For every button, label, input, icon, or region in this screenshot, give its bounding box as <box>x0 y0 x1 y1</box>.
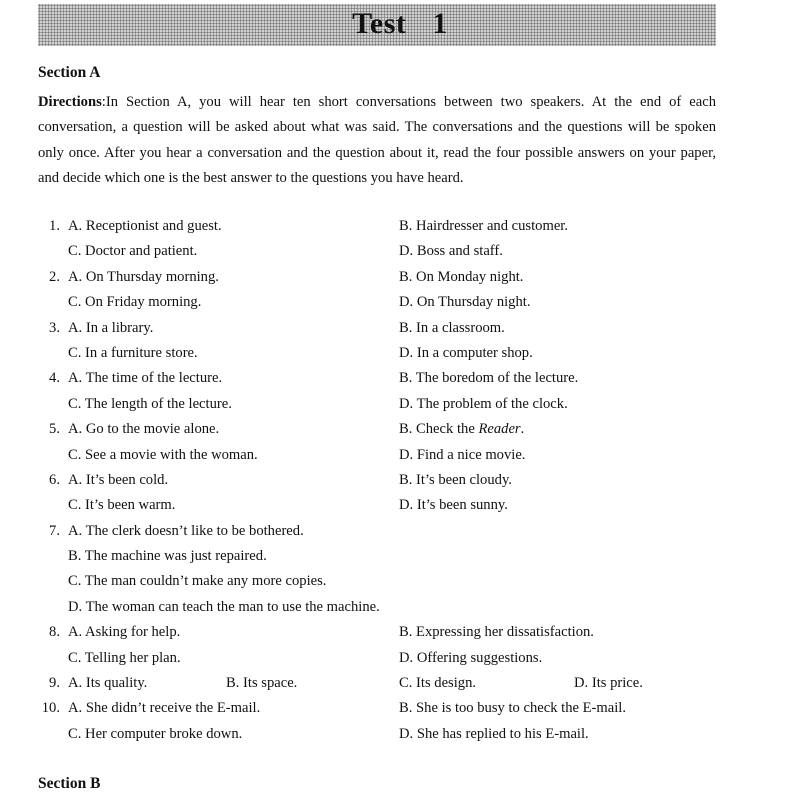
option-d: D. She has replied to his E-mail. <box>399 725 589 742</box>
option-c: C. In a furniture store. <box>68 344 198 361</box>
option-a: A. She didn’t receive the E-mail. <box>68 700 261 717</box>
option-b-suffix: . <box>520 421 525 438</box>
question-5-row-2 <box>0 443 800 468</box>
option-b: B. The boredom of the lecture. <box>399 370 579 387</box>
directions-text: :In Section A, you will hear ten short conversations between two speakers. At the end of each conversation, a question will be asked about what was said. The conversations and the questions will be spoken only once. After you hear a conversation and the question about it, read the four possible answers on your paper, and decide which one is the best answer to the questions you have heard. <box>38 94 716 187</box>
question-7-row-3 <box>0 569 800 594</box>
option-d: D. Its price. <box>574 675 643 692</box>
question-9-row-1 <box>0 671 800 696</box>
question-number: 1. <box>49 218 60 234</box>
question-number: 5. <box>49 421 60 438</box>
option-c: C. See a movie with the woman. <box>68 446 258 463</box>
question-6-row-2 <box>0 493 800 518</box>
option-a: A. Its quality. <box>68 675 148 692</box>
option-a: A. Asking for help. <box>68 624 181 641</box>
question-4-row-1 <box>0 366 800 391</box>
directions-label: Directions <box>38 94 102 110</box>
option-d: D. Offering suggestions. <box>399 649 543 666</box>
question-number: 6. <box>49 471 60 488</box>
option-b-italic: Reader <box>478 421 521 438</box>
option-b-prefix: B. Check the <box>399 421 479 438</box>
option-b: B. In a classroom. <box>399 319 505 336</box>
question-1-row-1 <box>0 214 800 239</box>
directions-paragraph <box>38 90 716 192</box>
option-a: A. The clerk doesn’t like to be bothered. <box>68 522 304 539</box>
option-b: B. Its space. <box>226 675 298 692</box>
section-a-heading: Section A <box>38 64 101 81</box>
option-d: D. On Thursday night. <box>399 294 531 311</box>
option-a: A. In a library. <box>68 319 154 336</box>
option-b: B. Hairdresser and customer. <box>399 218 568 234</box>
option-d: D. Find a nice movie. <box>399 446 526 463</box>
question-number: 8. <box>49 624 60 641</box>
option-a: A. The time of the lecture. <box>68 370 223 387</box>
option-a: A. Receptionist and guest. <box>68 218 222 234</box>
question-8-row-2 <box>0 646 800 671</box>
title-number: 1 <box>432 7 448 40</box>
option-c: C. Her computer broke down. <box>68 725 243 742</box>
question-list <box>0 214 800 747</box>
question-number: 9. <box>49 675 60 692</box>
question-number: 7. <box>49 522 60 539</box>
option-d: D. It’s been sunny. <box>399 497 508 514</box>
question-10-row-1 <box>0 696 800 721</box>
section-b-heading: Section B <box>38 775 101 792</box>
option-b: B. The machine was just repaired. <box>68 548 267 565</box>
page-title <box>0 0 800 48</box>
option-b: B. On Monday night. <box>399 268 524 285</box>
question-number: 3. <box>49 319 60 336</box>
question-2-row-2 <box>0 290 800 315</box>
option-a: A. It’s been cold. <box>68 471 169 488</box>
option-c: C. The length of the lecture. <box>68 395 232 412</box>
option-b: B. Expressing her dissatisfaction. <box>399 624 594 641</box>
title-text: Test <box>352 7 407 40</box>
option-b <box>399 417 524 442</box>
question-7-row-2 <box>0 544 800 569</box>
option-c: C. Telling her plan. <box>68 649 181 666</box>
question-3-row-1 <box>0 316 800 341</box>
option-d: D. The problem of the clock. <box>399 395 568 412</box>
question-number: 10. <box>41 700 60 717</box>
question-4-row-2 <box>0 392 800 417</box>
option-b: B. She is too busy to check the E-mail. <box>399 700 626 717</box>
question-5-row-1 <box>0 417 800 442</box>
question-number: 4. <box>49 370 60 387</box>
option-b: B. It’s been cloudy. <box>399 471 512 488</box>
question-1-row-2 <box>0 239 800 264</box>
question-7-row-4 <box>0 595 800 620</box>
option-c: C. On Friday morning. <box>68 294 202 311</box>
question-6-row-1 <box>0 468 800 493</box>
question-3-row-2 <box>0 341 800 366</box>
question-2-row-1 <box>0 265 800 290</box>
option-d: D. The woman can teach the man to use the machine. <box>68 598 380 615</box>
question-8-row-1 <box>0 620 800 645</box>
option-a: A. Go to the movie alone. <box>68 421 220 438</box>
option-c: C. The man couldn’t make any more copies. <box>68 573 327 590</box>
question-7-row-1 <box>0 519 800 544</box>
question-number: 2. <box>49 268 60 285</box>
option-d: D. In a computer shop. <box>399 344 533 361</box>
option-a: A. On Thursday morning. <box>68 268 219 285</box>
option-c: C. Its design. <box>399 675 477 692</box>
question-10-row-2 <box>0 722 800 747</box>
option-c: C. Doctor and patient. <box>68 243 198 260</box>
option-d: D. Boss and staff. <box>399 243 503 260</box>
option-c: C. It’s been warm. <box>68 497 176 514</box>
